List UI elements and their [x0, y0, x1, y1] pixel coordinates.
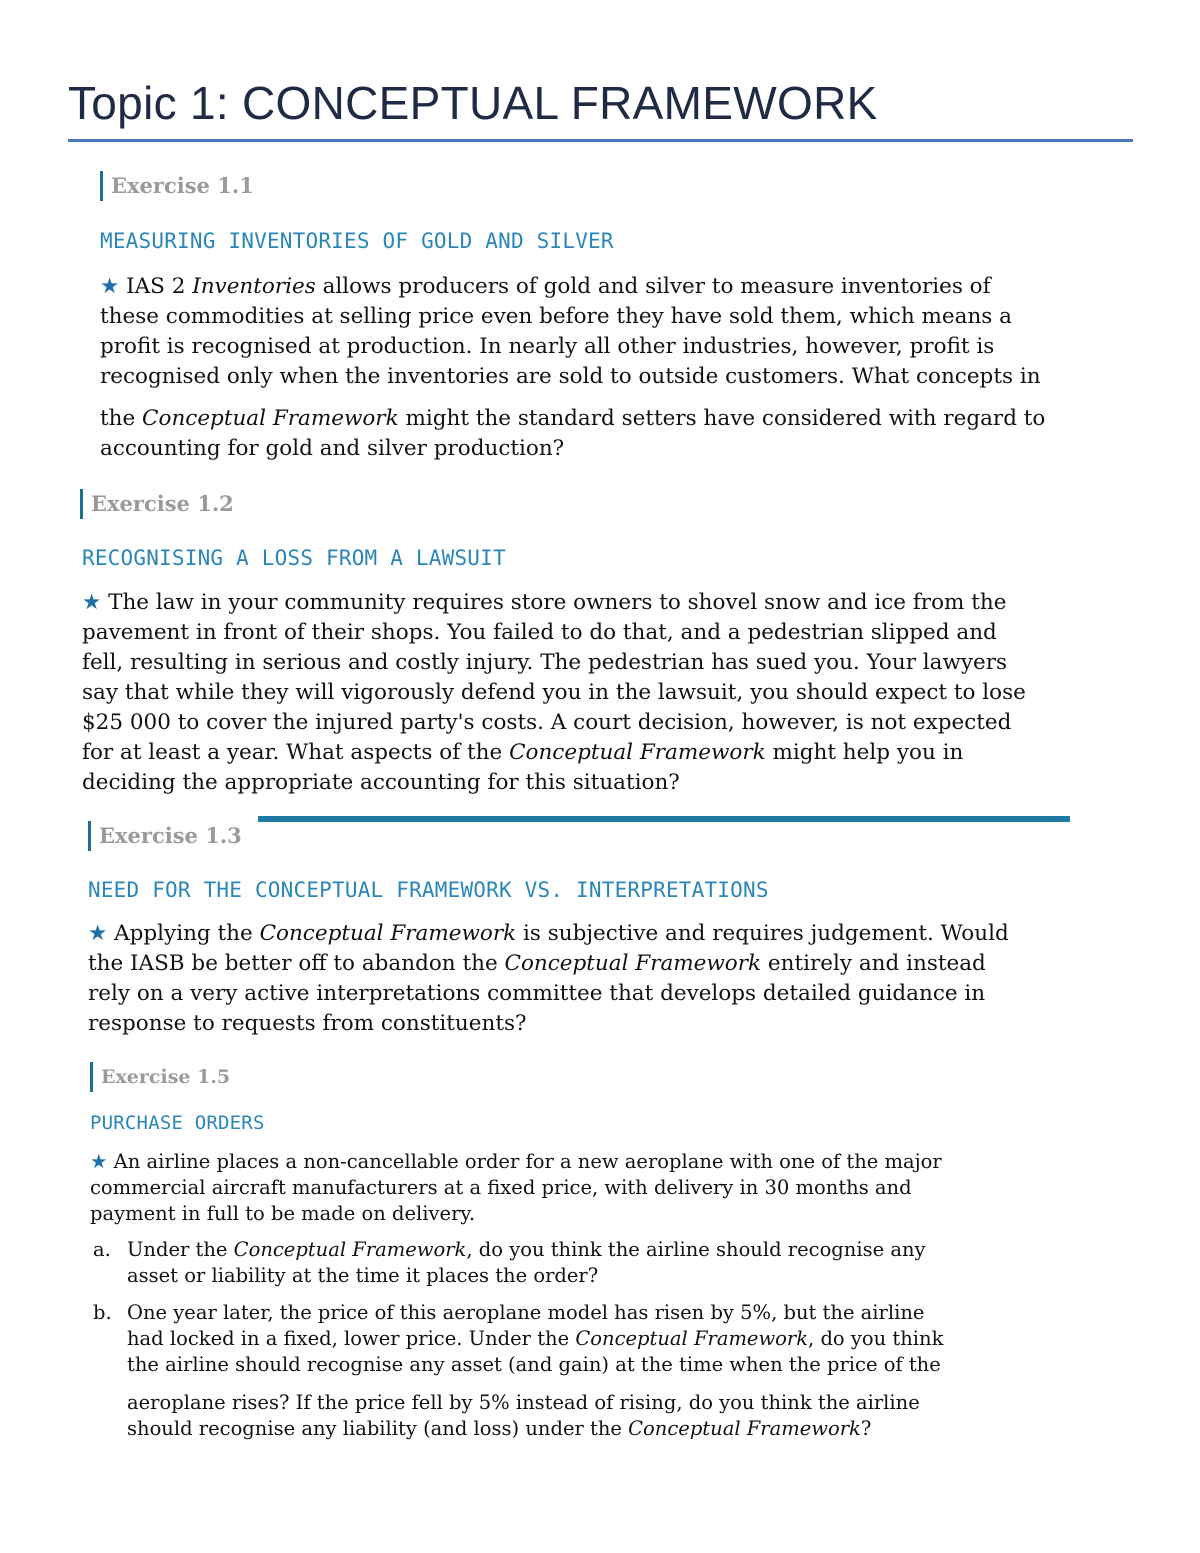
- exercise-body: [100, 272, 1045, 464]
- list-item-label: a.: [93, 1238, 111, 1261]
- page-title: Topic 1: CONCEPTUAL FRAMEWORK: [68, 77, 878, 129]
- text-line: ★ Applying the Conceptual Framework is subjective and requires judgement. Would: [88, 921, 1009, 946]
- text-line: deciding the appropriate accounting for this situation?: [82, 770, 680, 795]
- text-line: had locked in a fixed, lower price. Under the Conceptual Framework, do you think: [127, 1327, 944, 1350]
- list-item-text: [127, 1237, 926, 1289]
- exercise-subtitle: NEED FOR THE CONCEPTUAL FRAMEWORK VS. INTERPRETATIONS: [88, 878, 769, 902]
- text-line: for at least a year. What aspects of the Conceptual Framework might help you in: [82, 740, 964, 765]
- exercise-subtitle: RECOGNISING A LOSS FROM A LAWSUIT: [82, 546, 506, 570]
- text-line: $25 000 to cover the injured party's costs. A court decision, however, is not expected: [82, 710, 1012, 735]
- text-line: One year later, the price of this aeroplane model has risen by 5%, but the airline: [127, 1301, 925, 1324]
- text-line: should recognise any liability (and loss) under the Conceptual Framework?: [127, 1417, 872, 1440]
- star-icon: ★: [90, 1150, 108, 1173]
- exercise-body: [90, 1149, 942, 1227]
- text-line: response to requests from constituents?: [88, 1011, 527, 1036]
- text-line: ★ The law in your community requires store owners to shovel snow and ice from the: [82, 590, 1007, 615]
- text-line: fell, resulting in serious and costly injury. The pedestrian has sued you. Your lawyers: [82, 650, 1008, 675]
- exercise-heading: Exercise 1.3: [88, 821, 242, 851]
- text-line: Under the Conceptual Framework, do you think the airline should recognise any: [127, 1238, 926, 1261]
- exercise-subtitle: PURCHASE ORDERS: [90, 1112, 265, 1134]
- text-line: ★ An airline places a non-cancellable order for a new aeroplane with one of the major: [90, 1150, 942, 1173]
- text-line: the IASB be better off to abandon the Conceptual Framework entirely and instead: [88, 951, 986, 976]
- text-line: aeroplane rises? If the price fell by 5% instead of rising, do you think the airline: [127, 1391, 920, 1414]
- list-item-text: [127, 1300, 943, 1442]
- text-line: commercial aircraft manufacturers at a fixed price, with delivery in 30 months and: [90, 1176, 912, 1199]
- text-line: pavement in front of their shops. You failed to do that, and a pedestrian slipped and: [82, 620, 997, 645]
- list-item-label: b.: [93, 1301, 112, 1324]
- exercise-body: [82, 588, 1026, 798]
- title-divider: [68, 139, 1133, 142]
- exercise-body: [88, 919, 1009, 1039]
- section-divider: [258, 816, 1070, 822]
- star-icon: ★: [100, 274, 120, 299]
- text-line: these commodities at selling price even before they have sold them, which means a: [100, 304, 1012, 329]
- exercise-heading: Exercise 1.2: [80, 489, 234, 519]
- text-line: asset or liability at the time it places the order?: [127, 1264, 599, 1287]
- text-line: accounting for gold and silver production?: [100, 436, 565, 461]
- star-icon: ★: [82, 590, 102, 615]
- text-line: ★ IAS 2 Inventories allows producers of gold and silver to measure inventories of: [100, 274, 991, 299]
- exercise-heading: Exercise 1.5: [90, 1062, 230, 1092]
- exercise-subtitle: MEASURING INVENTORIES OF GOLD AND SILVER: [100, 229, 614, 253]
- exercise-heading: Exercise 1.1: [100, 171, 254, 201]
- text-line: recognised only when the inventories are sold to outside customers. What concepts in: [100, 364, 1041, 389]
- text-line: rely on a very active interpretations committee that develops detailed guidance in: [88, 981, 986, 1006]
- text-line: the airline should recognise any asset (and gain) at the time when the price of the: [127, 1353, 941, 1376]
- text-line: profit is recognised at production. In nearly all other industries, however, profit is: [100, 334, 995, 359]
- text-line: the Conceptual Framework might the standard setters have considered with regard to: [100, 406, 1046, 431]
- star-icon: ★: [88, 921, 108, 946]
- text-line: say that while they will vigorously defend you in the lawsuit, you should expect to lose: [82, 680, 1026, 705]
- text-line: payment in full to be made on delivery.: [90, 1202, 476, 1225]
